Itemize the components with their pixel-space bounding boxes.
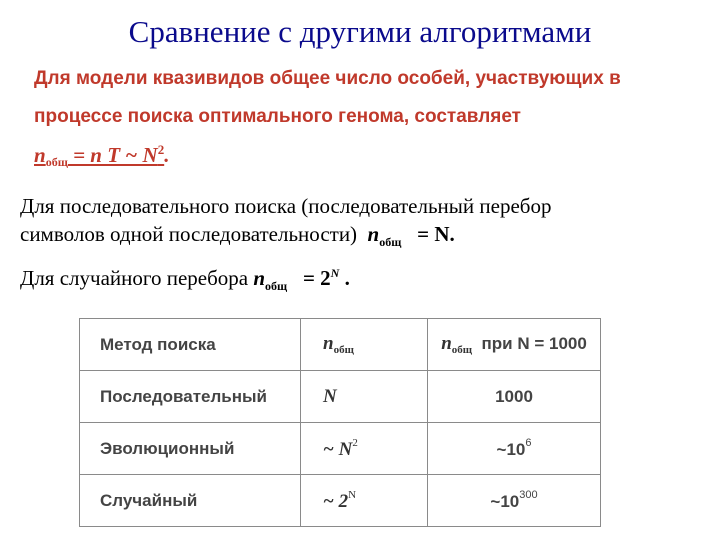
formula-expression: $n_{общ} = n$ T ~ $N^2$: [34, 142, 165, 169]
row-expr: ~ $2^N$: [301, 475, 428, 527]
quasi-line-2: процессе поиска оптимального генома, составляет: [34, 106, 521, 127]
sequential-line-1: Для последовательного поиска (последовательный перебор: [20, 194, 552, 218]
row-expr: N: [301, 371, 428, 423]
page-title: Сравнение с другими алгоритмами: [128, 14, 592, 49]
header-n-total: $n_{общ}$: [301, 319, 428, 371]
sequential-line-2: символов одной последовательности) $n_{общ}$ = N.: [20, 222, 455, 249]
quasi-line-1: Для модели квазивидов общее число особей, участвующих в: [34, 68, 621, 89]
row-method: Эволюционный: [80, 423, 301, 475]
row-expr: ~ $N^2$: [301, 423, 428, 475]
table-row: [80, 423, 601, 475]
comparison-table: [79, 318, 601, 527]
header-method: Метод поиска: [80, 319, 301, 371]
table-row: [80, 371, 601, 423]
header-n-at-1000: $n_{общ}$ при N = 1000: [428, 319, 601, 371]
table-row: [80, 475, 601, 527]
row-value: $\sim 10^{300}$: [428, 475, 601, 527]
quasi-formula: $n_{общ} = n$ T ~ $N^2$.: [34, 142, 170, 169]
random-line: Для случайного перебора $n_{общ}$ = $2^N$ .: [20, 266, 350, 293]
table-header-row: [80, 319, 601, 371]
row-value: 1000: [428, 371, 601, 423]
row-value: $\sim 10^6$: [428, 423, 601, 475]
row-method: Случайный: [80, 475, 301, 527]
row-method: Последовательный: [80, 371, 301, 423]
